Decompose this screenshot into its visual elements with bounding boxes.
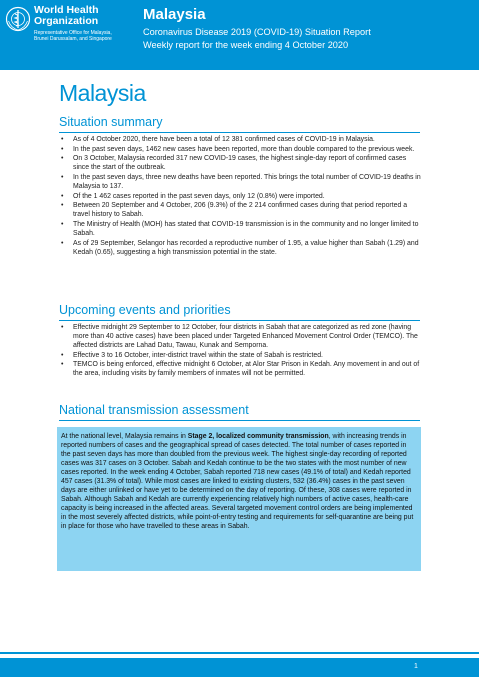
upcoming-heading: Upcoming events and priorities — [59, 303, 231, 317]
assessment-heading: National transmission assessment — [59, 403, 249, 417]
list-item: • As of 29 September, Selangor has recorded a reproductive number of 1.95, a value higher than Sabah (1.29) and Kedah (0.65), suggesting a high transmission potential in the state. — [59, 239, 424, 257]
header-subtitle: Coronavirus Disease 2019 (COVID-19) Situation Report — [143, 27, 371, 37]
header-title: Malaysia — [143, 6, 206, 23]
org-name: World Health Organization — [34, 4, 99, 27]
who-emblem-icon — [5, 6, 31, 32]
page-number: 1 — [414, 663, 418, 670]
assessment-divider — [59, 420, 420, 421]
list-item: • On 3 October, Malaysia recorded 317 new COVID-19 cases, the highest single-day report of confirmed cases since the start of the outbreak. — [59, 154, 424, 172]
assessment-text-rest: , with increasing trends in reported numbers of cases and the geographical spread of cases detected. The total number of cases reported in the past seven days has more than doubled from the previous week. The highest single-day recording of reported cases was 317 cases on 3 October. Sabah and Kedah continue to be the two states with the most number of new cases reported. In the week ending 4 October, Sabah reported 718 new cases (49.1% of total) and Kedah reported 457 cases (31.3% of total). While most cases are linked to existing clusters, 532 (36.4%) cases in the past seven days are either unlinked or have yet to be determined on the day of reporting. Of these, 308 cases were reported in Sabah. Although Sabah and Kedah are currently experiencing relatively high numbers of active cases, health-care capacity is being increased in the affected areas. Several targeted movement control orders are being implemented in the most severely affected districts, while point-of-entry testing and requirements for self-quarantine are being put in place for those who have travelled to these areas in Sabah. — [61, 433, 414, 531]
list-item: • Effective midnight 29 September to 12 October, four districts in Sabah that are categorized as red zone (having more than 40 active cases) have been placed under Targeted Enhanced Movement Control Order (TEMCO). The affected districts are Lahad Datu, Tawau, Kunak and Semporna. — [59, 323, 424, 350]
page-title: Malaysia — [59, 80, 146, 106]
assessment-box — [57, 427, 421, 571]
situation-divider — [59, 132, 420, 133]
upcoming-list — [59, 323, 424, 379]
list-item: • In the past seven days, 1462 new cases have been reported, more than double compared to the previous week. — [59, 145, 424, 154]
list-item: • As of 4 October 2020, there have been a total of 12 381 confirmed cases of COVID-19 in Malaysia. — [59, 135, 424, 144]
assessment-text-start: At the national level, Malaysia remains in — [61, 433, 188, 440]
list-item: • In the past seven days, three new deaths have been reported. This brings the total number of COVID-19 deaths in Malaysia to 137. — [59, 173, 424, 191]
list-item: • Of the 1 462 cases reported in the past seven days, only 12 (0.8%) were imported. — [59, 192, 424, 201]
footer-bar — [0, 658, 479, 677]
list-item: • Effective 3 to 16 October, inter-district travel within the state of Sabah is restricted. — [59, 351, 424, 360]
report-header — [0, 0, 479, 70]
header-week: Weekly report for the week ending 4 October 2020 — [143, 40, 349, 50]
situation-list — [59, 135, 424, 257]
situation-heading: Situation summary — [59, 115, 163, 129]
office-name: Representative Office for Malaysia, Brunei Darussalam, and Singapore — [34, 30, 112, 42]
list-item: • Between 20 September and 4 October, 206 (9.3%) of the 2 214 confirmed cases during that period reported a travel history to Sabah. — [59, 201, 424, 219]
upcoming-divider — [59, 320, 420, 321]
list-item: • The Ministry of Health (MOH) has stated that COVID-19 transmission is in the community and no longer limited to Sabah. — [59, 220, 424, 238]
list-item: • TEMCO is being enforced, effective midnight 6 October, at Alor Star Prison in Kedah. Any movement in and out of the area, including visits by family members of inmates will not be permitted. — [59, 360, 424, 378]
assessment-stage: Stage 2, localized community transmission — [187, 433, 329, 440]
footer-rule — [0, 652, 479, 654]
